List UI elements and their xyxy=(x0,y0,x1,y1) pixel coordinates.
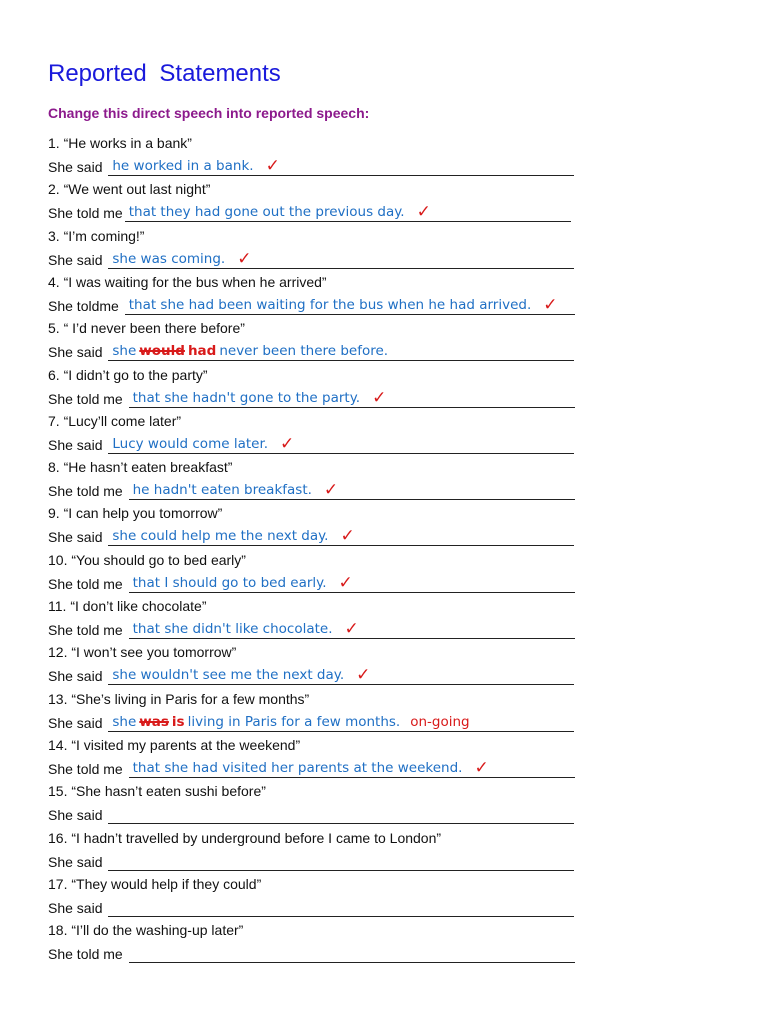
answer-field[interactable] xyxy=(108,714,574,732)
answer-line xyxy=(48,806,574,824)
answer-text-start: she xyxy=(112,713,137,730)
answer-field[interactable] xyxy=(129,757,575,778)
handwritten-answer xyxy=(128,294,558,315)
answer-text: she could help me the next day. xyxy=(112,528,329,545)
answer-prefix: She said xyxy=(48,899,107,916)
handwritten-answer xyxy=(133,482,339,499)
correction-word: is xyxy=(171,713,185,730)
answer-field[interactable] xyxy=(129,572,575,593)
answer-prefix: She told me xyxy=(48,575,127,592)
answer-prefix: She said xyxy=(48,529,107,546)
check-icon: ✓ xyxy=(474,757,489,778)
check-icon: ✓ xyxy=(416,202,431,223)
answer-line xyxy=(48,667,574,685)
answer-line xyxy=(48,853,574,871)
answer-text: he hadn't eaten breakfast. xyxy=(132,482,312,499)
answer-line xyxy=(48,572,575,593)
answer-prefix: She said xyxy=(48,344,107,361)
direct-speech: 18. “I’ll do the washing-up later” xyxy=(48,922,244,939)
question-item xyxy=(0,922,768,968)
answer-prefix: She said xyxy=(48,853,107,870)
answer-field[interactable] xyxy=(108,158,574,176)
answer-field[interactable] xyxy=(108,667,574,685)
handwritten-answer xyxy=(112,158,279,175)
answer-prefix: She told me xyxy=(48,390,127,407)
handwritten-answer xyxy=(112,433,295,454)
answer-field[interactable] xyxy=(108,806,574,824)
teacher-note: on-going xyxy=(410,713,470,730)
answer-prefix: She told me xyxy=(48,622,127,638)
answer-field[interactable] xyxy=(125,294,575,315)
answer-prefix: She toldme xyxy=(48,297,123,314)
answer-field[interactable] xyxy=(129,387,575,408)
question-item xyxy=(0,274,768,320)
answer-line xyxy=(48,714,574,732)
check-icon: ✓ xyxy=(344,619,359,639)
answer-field[interactable] xyxy=(129,482,575,500)
check-icon: ✓ xyxy=(340,526,355,547)
struck-word: would xyxy=(139,343,185,360)
direct-speech: 4. “I was waiting for the bus when he arrived” xyxy=(48,273,327,290)
question-item xyxy=(0,691,768,737)
direct-speech: 6. “I didn’t go to the party” xyxy=(48,366,208,383)
answer-prefix: She said xyxy=(48,251,107,268)
answer-line xyxy=(48,204,571,222)
answer-field[interactable] xyxy=(108,433,574,454)
question-item xyxy=(0,459,768,505)
answer-line xyxy=(48,899,574,917)
check-icon: ✓ xyxy=(323,480,339,501)
answer-text: that she had visited her parents at the weekend. xyxy=(132,759,463,776)
question-item xyxy=(0,505,768,551)
direct-speech: 1. “He works in a bank” xyxy=(48,135,192,151)
handwritten-answer xyxy=(112,714,469,731)
answer-text: that I should go to bed early. xyxy=(132,574,327,591)
direct-speech: 15. “She hasn’t eaten sushi before” xyxy=(48,783,266,800)
check-icon: ✓ xyxy=(356,665,371,686)
answer-prefix: She said xyxy=(48,714,107,731)
question-item xyxy=(0,644,768,690)
answer-line xyxy=(48,757,575,778)
answer-line xyxy=(48,621,575,639)
answer-field[interactable] xyxy=(125,204,571,222)
answer-prefix: She said xyxy=(48,436,107,453)
answer-field[interactable] xyxy=(129,945,575,963)
answer-text: Lucy would come later. xyxy=(112,435,269,452)
handwritten-answer xyxy=(112,343,388,360)
question-item xyxy=(0,783,768,829)
answer-text: that she didn't like chocolate. xyxy=(132,621,333,637)
direct-speech: 5. “ I’d never been there before” xyxy=(48,320,245,337)
question-item xyxy=(0,228,768,274)
handwritten-answer xyxy=(133,621,359,638)
answer-text: she wouldn't see me the next day. xyxy=(112,667,345,684)
question-item xyxy=(0,320,768,366)
answer-line xyxy=(48,528,574,546)
answer-field[interactable] xyxy=(108,343,574,361)
check-icon: ✓ xyxy=(280,433,295,454)
check-icon: ✓ xyxy=(338,572,353,593)
answer-text-end: living in Paris for a few months. xyxy=(187,713,401,730)
answer-field[interactable] xyxy=(108,248,574,269)
answer-text: that they had gone out the previous day. xyxy=(128,204,405,221)
answer-prefix: She told me xyxy=(48,946,127,963)
handwritten-answer xyxy=(112,528,354,545)
handwritten-answer xyxy=(132,387,387,408)
question-item xyxy=(0,413,768,459)
answer-line xyxy=(48,433,574,454)
question-item xyxy=(0,135,768,181)
answer-line xyxy=(48,248,574,269)
answer-prefix: She told me xyxy=(48,760,127,777)
answer-prefix: She told me xyxy=(48,205,123,222)
answer-prefix: She said xyxy=(48,807,107,824)
answer-text-end: never been there before. xyxy=(219,343,389,360)
direct-speech: 10. “You should go to bed early” xyxy=(48,551,246,568)
answer-text-start: she xyxy=(112,343,137,360)
question-item xyxy=(0,367,768,413)
direct-speech: 9. “I can help you tomorrow” xyxy=(48,505,223,522)
answer-text: she was coming. xyxy=(112,250,226,267)
answer-prefix: She said xyxy=(48,159,107,175)
question-item xyxy=(0,876,768,922)
answer-line xyxy=(48,482,575,500)
answer-prefix: She said xyxy=(48,668,107,685)
direct-speech: 17. “They would help if they could” xyxy=(48,875,262,892)
question-item xyxy=(0,830,768,876)
answer-line xyxy=(48,294,575,315)
direct-speech: 3. “I’m coming!” xyxy=(48,227,145,244)
direct-speech: 7. “Lucy’ll come later” xyxy=(48,412,182,429)
handwritten-answer xyxy=(112,248,252,269)
question-item xyxy=(0,598,768,644)
answer-field[interactable] xyxy=(108,528,574,546)
direct-speech: 11. “I don’t like chocolate” xyxy=(48,598,207,614)
struck-word: was xyxy=(139,713,169,730)
check-icon: ✓ xyxy=(265,156,280,176)
answer-line xyxy=(48,158,574,176)
check-icon: ✓ xyxy=(372,387,387,408)
handwritten-answer xyxy=(132,572,353,593)
answer-text: that she hadn't gone to the party. xyxy=(132,389,361,406)
answer-line xyxy=(48,387,575,408)
direct-speech: 16. “I hadn’t travelled by underground before I came to London” xyxy=(48,829,442,846)
question-item xyxy=(0,181,768,227)
direct-speech: 14. “I visited my parents at the weekend” xyxy=(48,736,301,753)
handwritten-answer xyxy=(112,667,370,684)
instructions: Change this direct speech into reported speech: xyxy=(48,105,370,121)
check-icon: ✓ xyxy=(237,248,252,269)
question-item xyxy=(0,737,768,783)
answer-field[interactable] xyxy=(108,853,574,871)
direct-speech: 8. “He hasn’t eaten breakfast” xyxy=(48,459,233,476)
answer-field[interactable] xyxy=(108,899,574,917)
answer-text: he worked in a bank. xyxy=(112,158,254,174)
answer-line xyxy=(48,945,575,963)
answer-text: that she had been waiting for the bus when he had arrived. xyxy=(128,296,532,313)
question-item xyxy=(0,552,768,598)
handwritten-answer xyxy=(132,757,489,778)
direct-speech: 13. “She’s living in Paris for a few months” xyxy=(48,690,310,707)
page-title: Reported Statements xyxy=(48,60,281,87)
handwritten-answer xyxy=(129,204,431,221)
answer-prefix: She told me xyxy=(48,483,127,500)
direct-speech: 12. “I won’t see you tomorrow” xyxy=(48,644,237,661)
check-icon: ✓ xyxy=(543,294,558,315)
answer-line xyxy=(48,343,574,361)
answer-field[interactable] xyxy=(129,621,575,639)
direct-speech: 2. “We went out last night” xyxy=(48,181,211,198)
correction-word: had xyxy=(187,343,217,360)
